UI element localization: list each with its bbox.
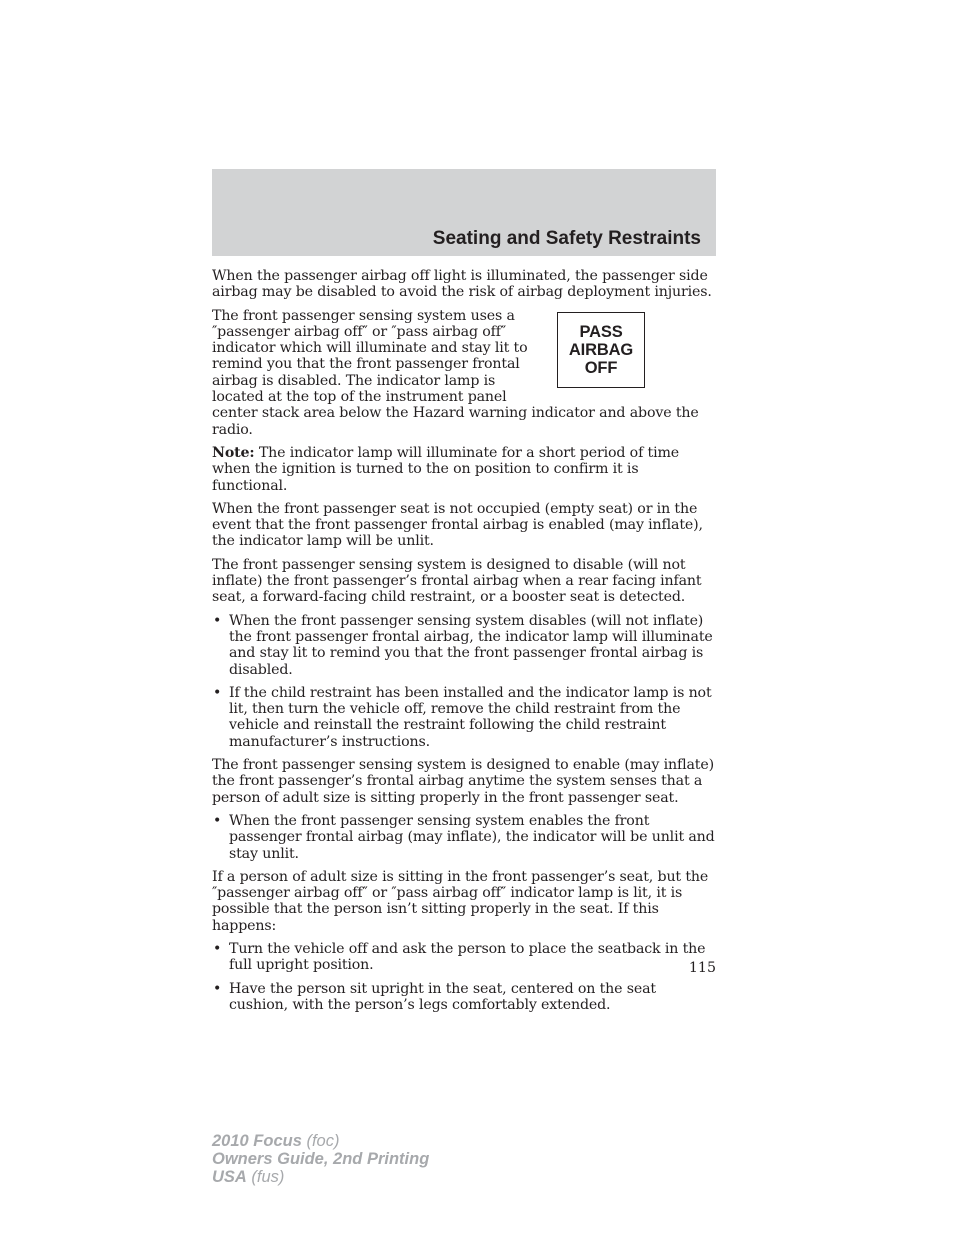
- indicator-section: [212, 308, 716, 438]
- indicator-line-2: AIRBAG: [568, 340, 634, 359]
- indicator-paragraph: The front passenger sensing system uses a ″passenger airbag off″ or ″pass airbag off″ indicator which will illuminate and stay lit to remind you that the front passenger frontal airbag is disabled. The indicator lamp is located at the top of the instrument panel center stack area below the Hazard warning indicator and above the radio.: [212, 307, 699, 438]
- disable-bullet-list: [212, 613, 716, 750]
- page-number: 115: [688, 960, 716, 976]
- note-paragraph: [212, 445, 716, 494]
- footer-model-code: (foc): [301, 1132, 340, 1150]
- unlit-paragraph: When the front passenger seat is not occupied (empty seat) or in the event that the front passenger frontal airbag is enabled (may inflate), the indicator lamp will be unlit.: [212, 500, 703, 550]
- disable-paragraph: The front passenger sensing system is designed to disable (will not inflate) the front passenger’s frontal airbag when a rear facing infant seat, a forward-facing child restraint, or a booster seat is detected.: [212, 556, 702, 606]
- footer-region-code: (fus): [246, 1168, 285, 1186]
- page-content: [212, 268, 716, 1020]
- footer-guide: Owners Guide, 2nd Printing: [212, 1150, 430, 1168]
- footer-region: USA: [212, 1168, 247, 1186]
- adult-bullet-list: [212, 941, 716, 1013]
- section-header-band: [212, 169, 716, 256]
- list-item: • When the front passenger sensing system disables (will not inflate) the front passenger frontal airbag, the indicator lamp will illuminate and stay lit to remind you that the front passenger frontal airbag is disabled.: [212, 613, 716, 678]
- enable-bullet-list: [212, 813, 716, 862]
- list-item: • Turn the vehicle off and ask the person to place the seatback in the full upright position.: [212, 941, 716, 974]
- enable-paragraph: The front passenger sensing system is designed to enable (may inflate) the front passenger’s frontal airbag anytime the system senses that a person of adult size is sitting properly in the front passenger seat.: [212, 757, 714, 806]
- document-footer: [212, 1132, 429, 1186]
- intro-paragraph: When the passenger airbag off light is illuminated, the passenger side airbag may be disabled to avoid the risk of airbag deployment injuries.: [212, 268, 712, 301]
- section-title: Seating and Safety Restraints: [432, 228, 701, 249]
- indicator-line-3: OFF: [584, 358, 618, 377]
- footer-model-line: [212, 1132, 429, 1150]
- footer-region-line: [212, 1168, 429, 1186]
- note-label: Note:: [212, 444, 255, 461]
- adult-paragraph: If a person of adult size is sitting in the front passenger’s seat, but the ″passenger airbag off″ or ″pass airbag off″ indicator lamp is lit, it is possible that the person isn’t sitting properly in the seat. If this happens:: [212, 868, 709, 934]
- note-text: The indicator lamp will illuminate for a short period of time when the ignition is turned to the on position to confirm it is functional.: [212, 444, 680, 494]
- footer-guide-line: [212, 1150, 429, 1168]
- pass-airbag-off-indicator-icon: [557, 312, 645, 388]
- list-item: • If the child restraint has been installed and the indicator lamp is not lit, then turn the vehicle off, remove the child restraint from the vehicle and reinstall the restraint following the child restraint manufacturer’s instructions.: [212, 685, 716, 750]
- indicator-line-1: PASS: [579, 322, 623, 341]
- list-item: • Have the person sit upright in the seat, centered on the seat cushion, with the person’s legs comfortably extended.: [212, 981, 716, 1014]
- footer-model: 2010 Focus: [212, 1132, 302, 1150]
- list-item: • When the front passenger sensing system enables the front passenger frontal airbag (may inflate), the indicator will be unlit and stay unlit.: [212, 813, 716, 862]
